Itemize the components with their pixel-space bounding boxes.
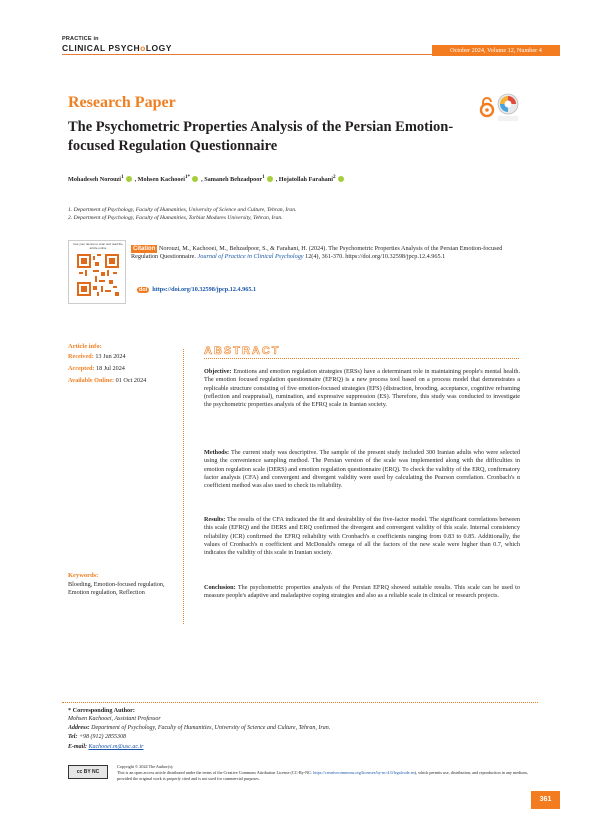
qr-code-icon bbox=[77, 254, 119, 296]
citation-text-after: 12(4), 361-370. https://doi.org/10.32598/jpcp.12.4.965.1 bbox=[305, 253, 446, 261]
corresponding-address bbox=[68, 725, 330, 731]
author-name[interactable]: Hojatollah Farahani bbox=[278, 176, 333, 184]
column-divider bbox=[183, 349, 184, 624]
received-date: 13 Jun 2024 bbox=[95, 353, 126, 360]
citation-tag: Citation bbox=[133, 246, 156, 252]
keywords-text: Bloeding, Emotion-focused regulation, Emotion regulation, Reflection bbox=[68, 581, 165, 597]
conclusion-text: The psychometric properties analysis of the Persian EFRQ showed suitable results. This scale can be used to measure people's adaptive and maladaptive coping strategies and also as a reliable scale in clinical or research projects. bbox=[204, 584, 520, 600]
keywords-heading: Keywords: bbox=[68, 572, 99, 579]
author-name[interactable]: Mohsen Kachooei bbox=[137, 176, 185, 184]
methods-text: The current study was descriptive. The sample of the present study included 300 Iranian adults who were selected using the convenience sampling method. The Persian version of the scale was implemented along with the difficulties in emotion regulation scale (DERS) and emotion regulation questionnaire (ERQ). To check the validity of the ERQ, confirmatory factor analysis (CFA) and convergent and divergent validity were used by calculating the Pearson correlation. Cronbach's α coefficient method was also used to check its reliability. bbox=[204, 449, 520, 490]
copyright-line: Copyright © 2024 The Author(s); bbox=[117, 764, 174, 769]
qr-caption: Use your device to scan and read the article online bbox=[73, 242, 123, 250]
accepted-label: Accepted: bbox=[68, 365, 95, 372]
journal-name-top: PRACTICE in bbox=[62, 36, 99, 42]
license-text bbox=[117, 764, 537, 782]
open-access-icon[interactable] bbox=[478, 96, 496, 118]
corresponding-name: Mohsen Kachooei, Assistant Professor bbox=[68, 716, 161, 722]
tel-label: Tel: bbox=[68, 734, 78, 740]
article-info-heading: Article info: bbox=[68, 343, 102, 350]
orcid-icon[interactable] bbox=[267, 176, 273, 182]
license-line-1: This is an open access article distributed under the terms of the Creative Commons Attribution License (CC-By-NC: bbox=[117, 770, 313, 775]
corresponding-email bbox=[68, 744, 144, 750]
issue-band: October 2024, Volume 12, Number 4 bbox=[432, 45, 560, 56]
doi-icon: doi bbox=[139, 287, 148, 293]
crossmark-icon[interactable] bbox=[497, 93, 519, 123]
results-label: Results: bbox=[204, 516, 226, 523]
page-number: 361 bbox=[531, 791, 560, 809]
author-name[interactable]: Samaneh Behzadpoor bbox=[204, 176, 263, 184]
author-sup: 1 bbox=[121, 174, 124, 180]
email-label: E-mail: bbox=[68, 744, 87, 750]
author-sup: 1* bbox=[184, 174, 191, 180]
author-list: Mohadeseh Norouzi$^1$ , Mohsen Kachooei$^{1*}$ , Samaneh Behzadpoor$^1$ , Hojatollah Farahani$^2$ bbox=[68, 174, 347, 183]
corresponding-tel bbox=[68, 734, 126, 740]
address-label: Address: bbox=[68, 725, 90, 731]
abstract-conclusion bbox=[204, 584, 520, 601]
objective-label: Objective: bbox=[204, 368, 232, 375]
footer-divider bbox=[62, 702, 538, 703]
online-label: Available Online: bbox=[68, 377, 115, 384]
journal-logo-o: o bbox=[140, 43, 146, 53]
online-row bbox=[68, 377, 146, 384]
accepted-date: 18 Jul 2024 bbox=[96, 365, 125, 372]
article-title: The Psychometric Properties Analysis of the Persian Emotion-focused Regulation Questionnaire bbox=[68, 119, 454, 154]
abstract-divider bbox=[204, 358, 519, 359]
received-row bbox=[68, 353, 126, 360]
objective-text: Emotions and emotion regulation strategies (ERSs) have a determinant role in maintaining people's mental health. The emotion focused regulation questionnaire (EFRQ) is a new process tool based on a process model that demonstrates a replicable structure consisting of five emotion-focused strategies (EFS) (distraction, brooding, acceptance, cognitive reframing (reflection and reappraisal), rumination, and expressive suppression (ES). Therefore, this study was conducted to investigate the psychometric properties analysis of the EFRQ scale in Iranian society. bbox=[204, 368, 521, 409]
abstract-results bbox=[204, 516, 520, 557]
orcid-icon[interactable] bbox=[192, 176, 198, 182]
online-date: 01 Oct 2024 bbox=[115, 377, 147, 384]
qr-code-box[interactable] bbox=[68, 240, 126, 304]
citation-journal[interactable]: Journal of Practice in Clinical Psychology bbox=[197, 253, 304, 261]
journal-name-main: CLINICAL PSYCH bbox=[62, 43, 141, 53]
methods-label: Methods: bbox=[204, 449, 230, 456]
conclusion-label: Conclusion: bbox=[204, 584, 236, 591]
header-divider bbox=[62, 54, 432, 55]
received-label: Received: bbox=[68, 353, 94, 360]
email-link[interactable]: Kachooei.m@usc.ac.ir bbox=[88, 744, 144, 750]
address-text: Department of Psychology, Faculty of Humanities, University of Science and Culture, Tehran, Iran. bbox=[91, 725, 331, 731]
license-line-2: ), which permits use, distribution, and reproduction in any medium, provided the original work is properly cited and is not used for commercial purposes. bbox=[117, 770, 528, 781]
license-url[interactable]: https://creativecommons.org/licenses/by-nc/4.0/legalcode.en bbox=[313, 770, 415, 775]
abstract-objective bbox=[204, 368, 520, 409]
corresponding-heading: * Corresponding Author: bbox=[68, 707, 135, 714]
doi-url[interactable]: https://doi.org/10.32598/jpcp.12.4.965.1 bbox=[152, 286, 257, 293]
results-text: The results of the CFA indicated the fit and desirability of the five-factor model. The significant correlations between this scale (EFRQ) and the DERS and ERQ confirmed the divergent and convergent validity of this scale. Internal consistency reliability (ICR) confirmed the EFRQ reliability with Cronbach's α coefficients ranging from 0.83 to 0.85. Additionally, the values of Cronbach's α coefficient and McDonald's omega of all the factors of the new scale were higher than 0.7, which indicates the validity of this scale in Iranian society. bbox=[204, 516, 521, 557]
journal-name bbox=[62, 43, 172, 53]
abstract-heading: ABSTRACT bbox=[204, 345, 281, 357]
doi-link[interactable] bbox=[137, 286, 256, 293]
accepted-row bbox=[68, 365, 125, 372]
affiliation-2: 2. Department of Psychology, Faculty of Humanities, Tarbiat Modares University, Tehran, Iran. bbox=[68, 215, 283, 221]
orcid-icon[interactable] bbox=[126, 176, 132, 182]
abstract-methods bbox=[204, 449, 520, 490]
author-sup: 1 bbox=[262, 174, 265, 180]
orcid-icon[interactable] bbox=[338, 176, 344, 182]
author-name[interactable]: Mohadeseh Norouzi bbox=[68, 176, 121, 184]
article-type-label: Research Paper bbox=[68, 94, 176, 111]
tel-value: +98 (912) 2855308 bbox=[78, 734, 126, 740]
author-sup: 2 bbox=[332, 174, 336, 180]
citation-text: Norouzi, M., Kachooei, M., Behzadpoor, S., & Farahani, H. (2024). The Psychometric Properties Analysis of the Persian Emotion-focused Regulation Questionnaire. bbox=[131, 245, 503, 261]
journal-name-tail: LOGY bbox=[145, 43, 172, 53]
affiliation-1: 1. Department of Psychology, Faculty of Humanities, University of Science and Culture, Tehran, Iran. bbox=[68, 207, 297, 213]
cc-license-icon[interactable]: cc BY NC bbox=[68, 765, 108, 779]
